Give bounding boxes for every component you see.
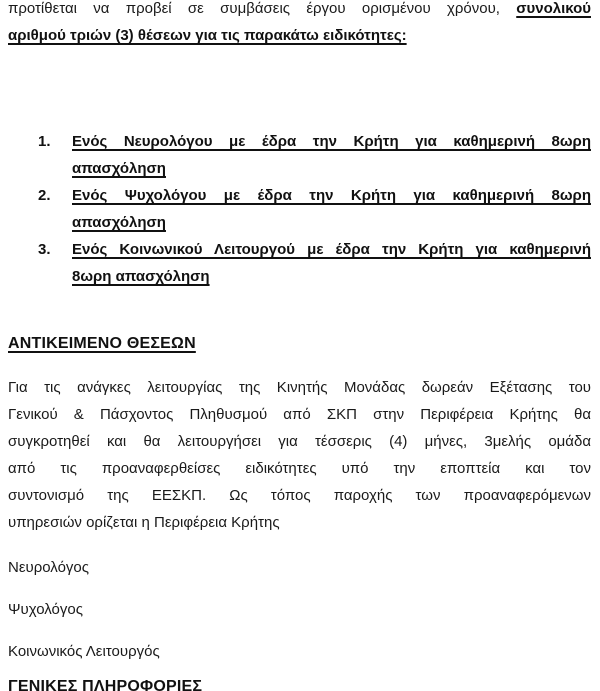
list-item-3-line-1: Ενός Κοινωνικού Λειτουργού με έδρα την Κρήτη για καθημερινή: [72, 241, 591, 258]
specialty-psychologist: Ψυχολόγος: [8, 601, 83, 618]
list-item-1-line-1: Ενός Νευρολόγου με έδρα την Κρήτη για καθημερινή 8ωρη: [72, 133, 591, 150]
section-heading: ΑΝΤΙΚΕΙΜΕΝΟ ΘΕΣΕΩΝ: [8, 335, 196, 352]
body-line-3: συγκροτηθεί και θα λειτουργήσει για τέσσερις (4) μήνες, 3μελής ομάδα: [8, 433, 591, 450]
body-line-4: από τις προαναφερθείσες ειδικότητες υπό την εποπτεία και τον: [8, 460, 591, 477]
list-item-2-number: 2.: [38, 187, 51, 204]
list-item-1-number: 1.: [38, 133, 51, 150]
specialty-neurologist: Νευρολόγος: [8, 559, 89, 576]
positions-list: [8, 128, 591, 290]
body-line-2: Γενικού & Πάσχοντος Πληθυσμού από ΣΚΠ στην Περιφέρεια Κρήτης θα: [8, 406, 591, 423]
specialty-social-worker: Κοινωνικός Λειτουργός: [8, 643, 160, 660]
body-paragraph: [8, 374, 591, 536]
body-line-5: συντονισμό της ΕΕΣΚΠ. Ως τόπος παροχής των προαναφερόμενων: [8, 487, 591, 504]
footer-heading: ΓΕΝΙΚΕΣ ΠΛΗΡΟΦΟΡΙΕΣ: [8, 678, 203, 691]
intro-line-1-regular-text: προτίθεται να προβεί σε συμβάσεις έργου ορισμένου χρόνου,: [8, 0, 500, 17]
list-item-3-number: 3.: [38, 241, 51, 258]
intro-line-2: αριθμού τριών (3) θέσεων για τις παρακάτω ειδικότητες:: [8, 27, 407, 44]
list-item-3: [8, 236, 591, 290]
intro-paragraph: [8, 0, 591, 49]
list-item-1: [8, 128, 591, 182]
body-line-1: Για τις ανάγκες λειτουργίας της Κινητής Μονάδας δωρεάν Εξέτασης του: [8, 379, 591, 396]
list-item-1-line-2: απασχόληση: [72, 160, 166, 177]
body-line-6: υπηρεσιών ορίζεται η Περιφέρεια Κρήτης: [8, 514, 280, 531]
list-item-2-line-2: απασχόληση: [72, 214, 166, 231]
intro-line-1: [8, 0, 591, 22]
list-item-3-line-2: 8ωρη απασχόληση: [72, 268, 210, 285]
intro-line-1-bold-text: συνολικού: [516, 0, 591, 17]
list-item-2-line-1: Ενός Ψυχολόγου με έδρα την Κρήτη για καθημερινή 8ωρη: [72, 187, 591, 204]
list-item-2: [8, 182, 591, 236]
